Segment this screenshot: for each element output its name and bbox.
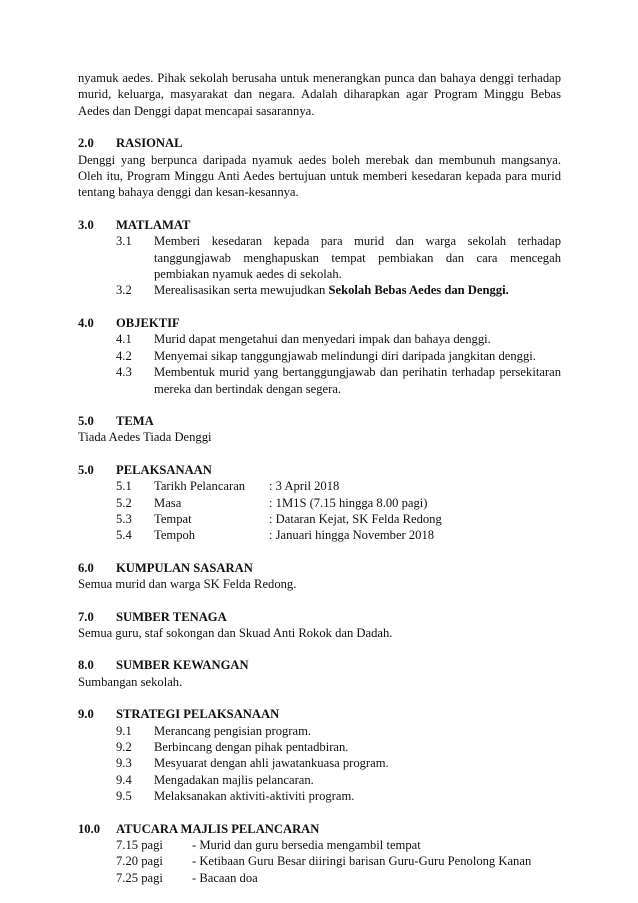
schedule-time: 7.15 pagi bbox=[116, 838, 163, 853]
section-title: SUMBER TENAGA bbox=[116, 609, 227, 624]
section-number: 3.0 bbox=[78, 217, 94, 232]
item-text: Mesyuarat dengan ahli jawatankuasa program. bbox=[154, 756, 389, 771]
section-body: Tiada Aedes Tiada Denggi bbox=[78, 430, 212, 445]
section-rasional bbox=[78, 135, 561, 201]
section-body: Sumbangan sekolah. bbox=[78, 674, 183, 689]
list-item bbox=[116, 478, 561, 494]
item-text: Membentuk murid yang bertanggungjawab dan perihatin terhadap persekitaran mereka dan bertindak dengan segera. bbox=[154, 365, 561, 396]
section-sumber-kewangan bbox=[78, 657, 561, 690]
section-title: RASIONAL bbox=[116, 136, 183, 151]
list-item bbox=[116, 788, 561, 804]
section-number: 5.0 bbox=[78, 413, 94, 428]
subsection-list bbox=[78, 723, 561, 805]
subsection-list bbox=[78, 233, 561, 299]
item-number: 3.2 bbox=[116, 283, 132, 298]
section-body: Semua murid dan warga SK Felda Redong. bbox=[78, 577, 297, 592]
list-item bbox=[116, 527, 561, 543]
item-number: 5.3 bbox=[116, 511, 132, 526]
item-number: 9.1 bbox=[116, 723, 132, 738]
section-atucara bbox=[78, 821, 561, 887]
list-item bbox=[116, 511, 561, 527]
item-text: Memberi kesedaran kepada para murid dan warga sekolah terhadap tanggungjawab menghapuskan tempat pembiakan dan cara mencegah pembiakan nyamuk aedes di sekolah. bbox=[154, 234, 561, 282]
section-strategi bbox=[78, 706, 561, 804]
item-number: 5.4 bbox=[116, 528, 132, 543]
item-text-bold: Sekolah Bebas Aedes dan Denggi. bbox=[328, 283, 509, 298]
list-item bbox=[116, 348, 561, 364]
item-text: Menyemai sikap tanggungjawab melindungi diri daripada jangkitan denggi. bbox=[154, 348, 536, 363]
subsection-list bbox=[78, 478, 561, 544]
section-number: 9.0 bbox=[78, 707, 94, 722]
section-number: 10.0 bbox=[78, 821, 101, 836]
schedule-item bbox=[116, 870, 561, 886]
list-item bbox=[116, 233, 561, 282]
section-sumber-tenaga bbox=[78, 609, 561, 642]
item-text: Mengadakan majlis pelancaran. bbox=[154, 772, 314, 787]
item-value: : Dataran Kejat, SK Felda Redong bbox=[269, 511, 442, 526]
section-body: Semua guru, staf sokongan dan Skuad Anti Rokok dan Dadah. bbox=[78, 625, 393, 640]
item-value: : Januari hingga November 2018 bbox=[269, 528, 435, 543]
list-item bbox=[116, 772, 561, 788]
section-tema bbox=[78, 413, 561, 446]
item-text-plain: Merealisasikan serta mewujudkan bbox=[154, 283, 329, 298]
section-title: PELAKSANAAN bbox=[116, 462, 212, 477]
section-title: SUMBER KEWANGAN bbox=[116, 658, 249, 673]
list-item bbox=[116, 282, 561, 298]
item-number: 5.1 bbox=[116, 479, 132, 494]
section-number: 6.0 bbox=[78, 560, 94, 575]
section-title: TEMA bbox=[116, 413, 154, 428]
schedule-desc: - Ketibaan Guru Besar diiringi barisan Guru-Guru Penolong Kanan bbox=[192, 854, 532, 869]
schedule-desc: - Bacaan doa bbox=[192, 870, 258, 885]
schedule-time: 7.20 pagi bbox=[116, 854, 163, 869]
section-objektif bbox=[78, 315, 561, 397]
section-title: STRATEGI PELAKSANAAN bbox=[116, 707, 280, 722]
intro-paragraph bbox=[78, 70, 561, 119]
schedule-desc: - Murid dan guru bersedia mengambil tempat bbox=[192, 838, 421, 853]
section-heading bbox=[78, 821, 561, 837]
item-number: 4.3 bbox=[116, 365, 132, 380]
item-label: Masa bbox=[154, 495, 182, 510]
item-number: 4.2 bbox=[116, 348, 132, 363]
section-pelaksanaan bbox=[78, 462, 561, 544]
section-heading bbox=[78, 657, 561, 673]
section-number: 4.0 bbox=[78, 315, 94, 330]
list-item bbox=[116, 739, 561, 755]
section-kumpulan-sasaran bbox=[78, 560, 561, 593]
item-value: : 3 April 2018 bbox=[269, 479, 340, 494]
item-number: 9.2 bbox=[116, 740, 132, 754]
item-number: 5.2 bbox=[116, 495, 132, 510]
section-heading bbox=[78, 609, 561, 625]
list-item bbox=[116, 723, 561, 739]
section-heading bbox=[78, 315, 561, 331]
section-heading bbox=[78, 706, 561, 722]
item-number: 4.1 bbox=[116, 332, 132, 347]
section-matlamat bbox=[78, 217, 561, 299]
section-heading bbox=[78, 413, 561, 429]
item-number: 9.4 bbox=[116, 772, 132, 787]
item-text bbox=[154, 282, 561, 298]
schedule-item bbox=[116, 853, 561, 869]
section-number: 8.0 bbox=[78, 658, 94, 673]
item-text: Berbincang dengan pihak pentadbiran. bbox=[154, 740, 349, 754]
schedule-item bbox=[116, 837, 561, 853]
list-item bbox=[116, 364, 561, 397]
item-label: Tempat bbox=[154, 511, 192, 526]
item-text: Murid dapat mengetahui dan menyedari impak dan bahaya denggi. bbox=[154, 332, 491, 347]
list-item bbox=[116, 495, 561, 511]
section-heading bbox=[78, 560, 561, 576]
subsection-list bbox=[78, 331, 561, 397]
list-item bbox=[116, 331, 561, 347]
item-number: 9.5 bbox=[116, 789, 132, 804]
item-label: Tarikh Pelancaran bbox=[154, 479, 246, 494]
intro-text: nyamuk aedes. Pihak sekolah berusaha untuk menerangkan punca dan bahaya denggi terhadap murid, keluarga, masyarakat dan negara. Adalah diharapkan agar Program Minggu Bebas Aedes dan Denggi dapat mencapai sasarannya. bbox=[78, 71, 561, 118]
section-heading bbox=[78, 135, 561, 151]
section-title: KUMPULAN SASARAN bbox=[116, 560, 253, 575]
schedule-list bbox=[78, 837, 561, 886]
item-text: Merancang pengisian program. bbox=[154, 723, 312, 738]
section-title: OBJEKTIF bbox=[116, 315, 180, 330]
section-heading bbox=[78, 217, 561, 233]
section-title: ATUCARA MAJLIS PELANCARAN bbox=[116, 821, 320, 836]
section-number: 5.0 bbox=[78, 462, 94, 477]
section-body: Denggi yang berpunca daripada nyamuk aedes boleh merebak dan membunuh mangsanya. Oleh itu, Program Minggu Anti Aedes bertujuan untuk memberi kesedaran kepada para murid tentang bahaya denggi dan kesan-kesannya. bbox=[78, 152, 561, 200]
item-number: 3.1 bbox=[116, 234, 132, 249]
document-page bbox=[78, 70, 561, 886]
section-number: 7.0 bbox=[78, 609, 94, 624]
list-item bbox=[116, 755, 561, 771]
section-number: 2.0 bbox=[78, 136, 94, 151]
item-number: 9.3 bbox=[116, 756, 132, 771]
item-label: Tempoh bbox=[154, 528, 196, 543]
item-value: : 1M1S (7.15 hingga 8.00 pagi) bbox=[269, 495, 428, 510]
schedule-time: 7.25 pagi bbox=[116, 870, 163, 885]
item-text: Melaksanakan aktiviti-aktiviti program. bbox=[154, 789, 355, 804]
section-title: MATLAMAT bbox=[116, 217, 191, 232]
section-heading bbox=[78, 462, 561, 478]
